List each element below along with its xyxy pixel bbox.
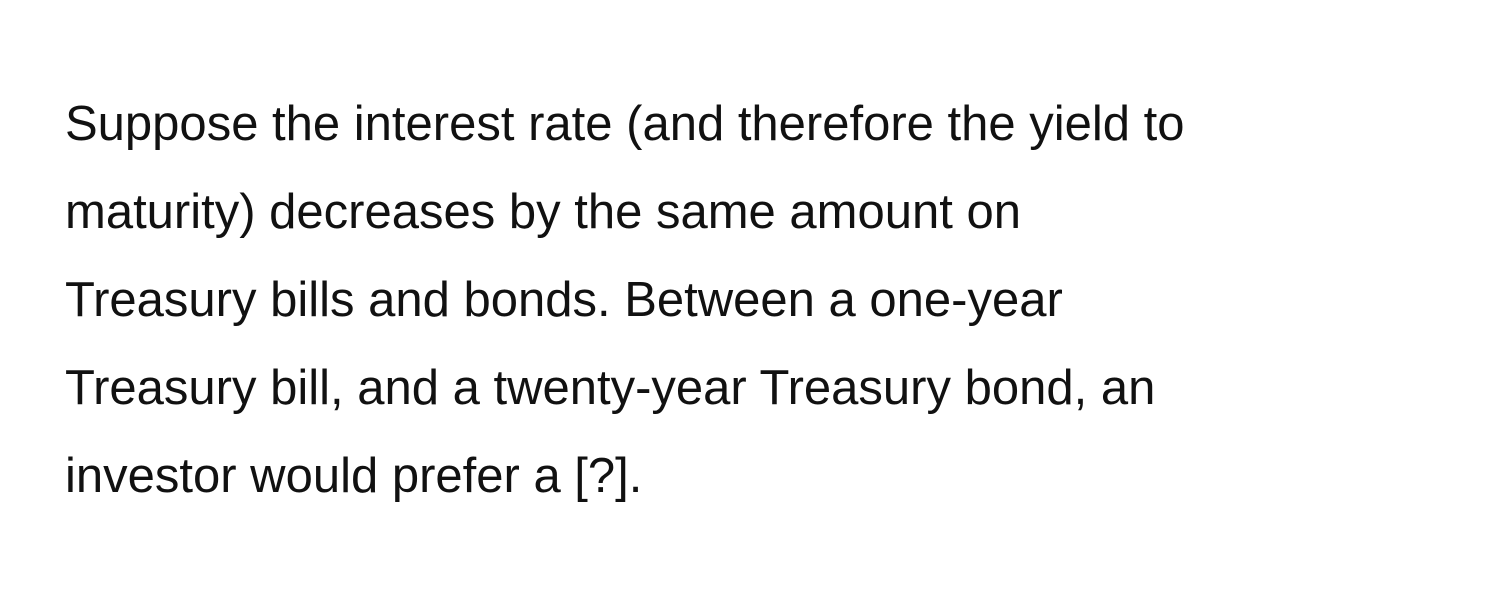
question-line: Treasury bills and bonds. Between a one-year [65, 273, 1063, 327]
question-line: investor would prefer a [?]. [65, 449, 643, 503]
question-line: maturity) decreases by the same amount on [65, 185, 1021, 239]
question-line: Treasury bill, and a twenty-year Treasury bond, an [65, 361, 1156, 415]
question-line: Suppose the interest rate (and therefore the yield to [65, 97, 1185, 151]
question-text [65, 80, 1465, 520]
